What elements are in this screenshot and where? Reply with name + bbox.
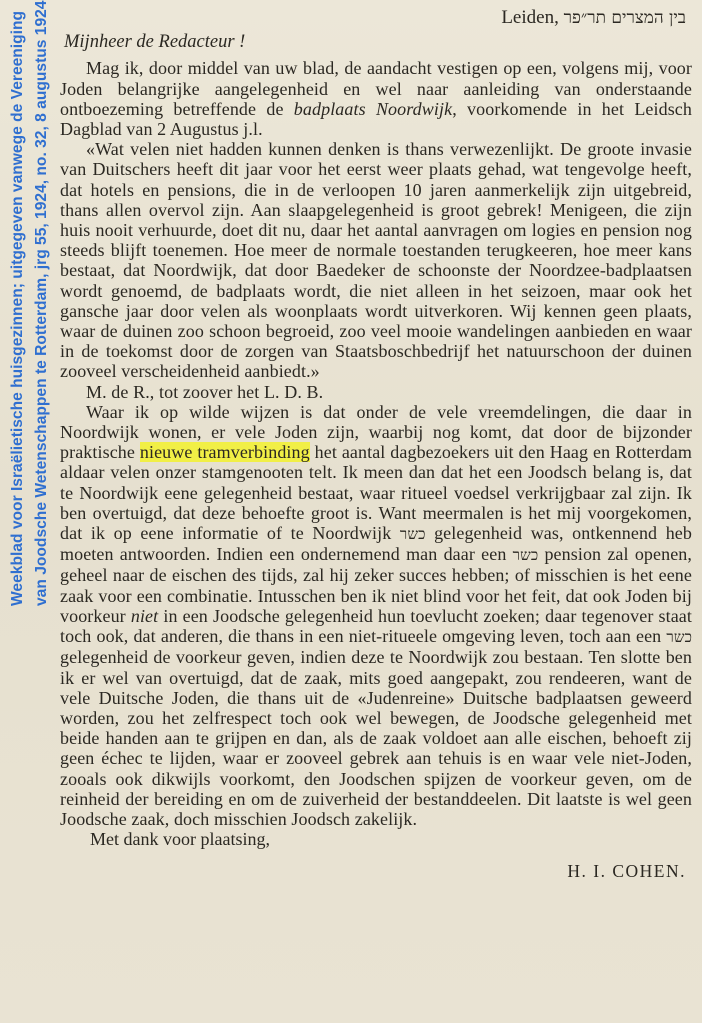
main-italic-niet: niet: [130, 605, 159, 626]
intro-end: , voorkomende in het Leidsch Dagblad van 2 Augustus j.l.: [60, 98, 692, 140]
dateline-hebrew-date: בין המצרים תר״פר: [563, 8, 686, 28]
paragraph-quote: «Wat velen niet hadden kunnen denken is thans verwezenlijkt. De groote invasie van Duitschers heeft dit jaar voor het eerst weer plaats gehad, wat tengevolge heeft, dat hotels en pensions, die in de verloopen 10 jaren aanmerkelijk zijn uitgebreid, thans allen overvol zijn. Aan slaapgelegenheid is groot gebrek! Menigeen, die zijn huis nooit verhuurde, doet dit nu, daar het aantal aanvragen om logies en pension nog steeds blijft toenemen. Hoe meer de normale toestanden terugkeeren, hoe meer kans bestaat, dat Noordwijk, dat door Baedeker de schoonste der Noordzee-badplaatsen wordt genoemd, de badplaats wordt, die niet alleen in het seizoen, maar ook het gansche jaar door velen als woonplaats wordt uitverkoren. Wij kennen geen plaats, waar de duinen zoo schoon begroeid, zoo veel mooie wandelingen aanbieden en waar in de toekomst door de zorgen van Staatsboschbedrijf het natuurschoon der duinen zooveel verscheidenheid aanbiedt.»: [60, 139, 692, 382]
intro-text: Mag ik, door middel van uw blad, de aandacht vestigen op een, volgens mij, voor Joden belangrijke aangelegenheid en wel naar aanleiding van onderstaande ontboezeming betreffende de: [60, 58, 692, 119]
main-text-d: pension zal openen, geheel naar de eischen des tijds, zal hij zeker succes hebben; of misschien is het eene zaak voor een combinatie. Intusschen ben ik niet blind voor het feit, dat ook Joden bij voorkeur: [60, 544, 693, 626]
paragraph-intro: [60, 58, 692, 139]
kosher-word-2: כשר: [512, 546, 539, 565]
caption-line-2: van Joodsche Wetenschappen te Rotterdam, jrg 55, 1924, no. 32, 8 augustus 1924: [33, 0, 50, 606]
main-text-c: gelegenheid was, ontkennend heb moeten antwoorden. Indien een ondernemend man daar een: [60, 523, 693, 565]
salutation: Mijnheer de Redacteur !: [64, 32, 246, 53]
paragraph-main: [60, 402, 692, 829]
caption-line-1: Weekblad voor Israëlietische huisgezinnen; uitgegeven vanwege de Vereeniging: [9, 10, 26, 606]
paragraph-attribution: M. de R., tot zoover het L. D. B.: [86, 381, 324, 402]
source-caption: [6, 0, 60, 606]
intro-italic: badplaats Noordwijk: [293, 98, 453, 119]
dateline-city: Leiden,: [501, 7, 559, 28]
main-text-f: gelegenheid de voorkeur geven, indien deze te Noordwijk zou bestaan. Ten slotte ben ik er wel van overtuigd, dat de zaak, mits goed aangepakt, zou rendeeren, want de vele Duitsche Joden, die thans uit de «Judenreine» Duitsche badplaatsen geweerd worden, zou het zelfrespect toch ook wel bewegen, de Joodsche gelegenheid met beide handen aan te grijpen en dan, als de zaak voldoet aan alle eischen, behoeft zij geen échec te lijden, waar er zooveel gebrek aan tehuis is en waar vele niet-Joden, zooals ook dikwijls voorkomt, den Joodschen spijzen de voorkeur geven, om de reinheid der bereiding en om de zuiverheid der bestanddeelen. Dit laatste is wel geen Joodsche zaak, doch misschien Joodsch zakelijk.: [60, 647, 692, 829]
kosher-word-1: כשר: [399, 525, 426, 544]
main-text-e: in een Joodsche gelegenheid hun toevlucht zoeken; daar tegenover staat toch ook, dat anderen, die thans in een niet-ritueele omgeving leven, toch aan een: [60, 605, 692, 647]
kosher-word-3: כשר: [666, 628, 692, 647]
main-text-a: Waar ik op wilde wijzen is dat onder de vele vreemdelingen, die daar in Noordwijk wonen, er vele Joden zijn, waarbij nog komt, dat door de bijzonder praktische: [60, 401, 692, 463]
highlighted-phrase: nieuwe tramverbinding: [139, 442, 310, 463]
closing-line: Met dank voor plaatsing,: [90, 829, 270, 850]
dateline: [60, 8, 692, 28]
main-text-b: het aantal dagbezoekers uit den Haag en Rotterdam aldaar velen onzer stamgenooten telt. Ik meen dan dat het een Joodsch belang is, dat te Noordwijk eene gelegenheid bestaat, waar ritueel voedsel verkrijgbaar zal zijn. Ik ben overtuigd, dat deze behoefte groot is. Want meermalen is het mij voorgekomen, dat ik op eene informatie of te Noordwijk: [60, 442, 692, 544]
letter-article: [60, 8, 692, 882]
signature: H. I. COHEN.: [567, 861, 686, 882]
